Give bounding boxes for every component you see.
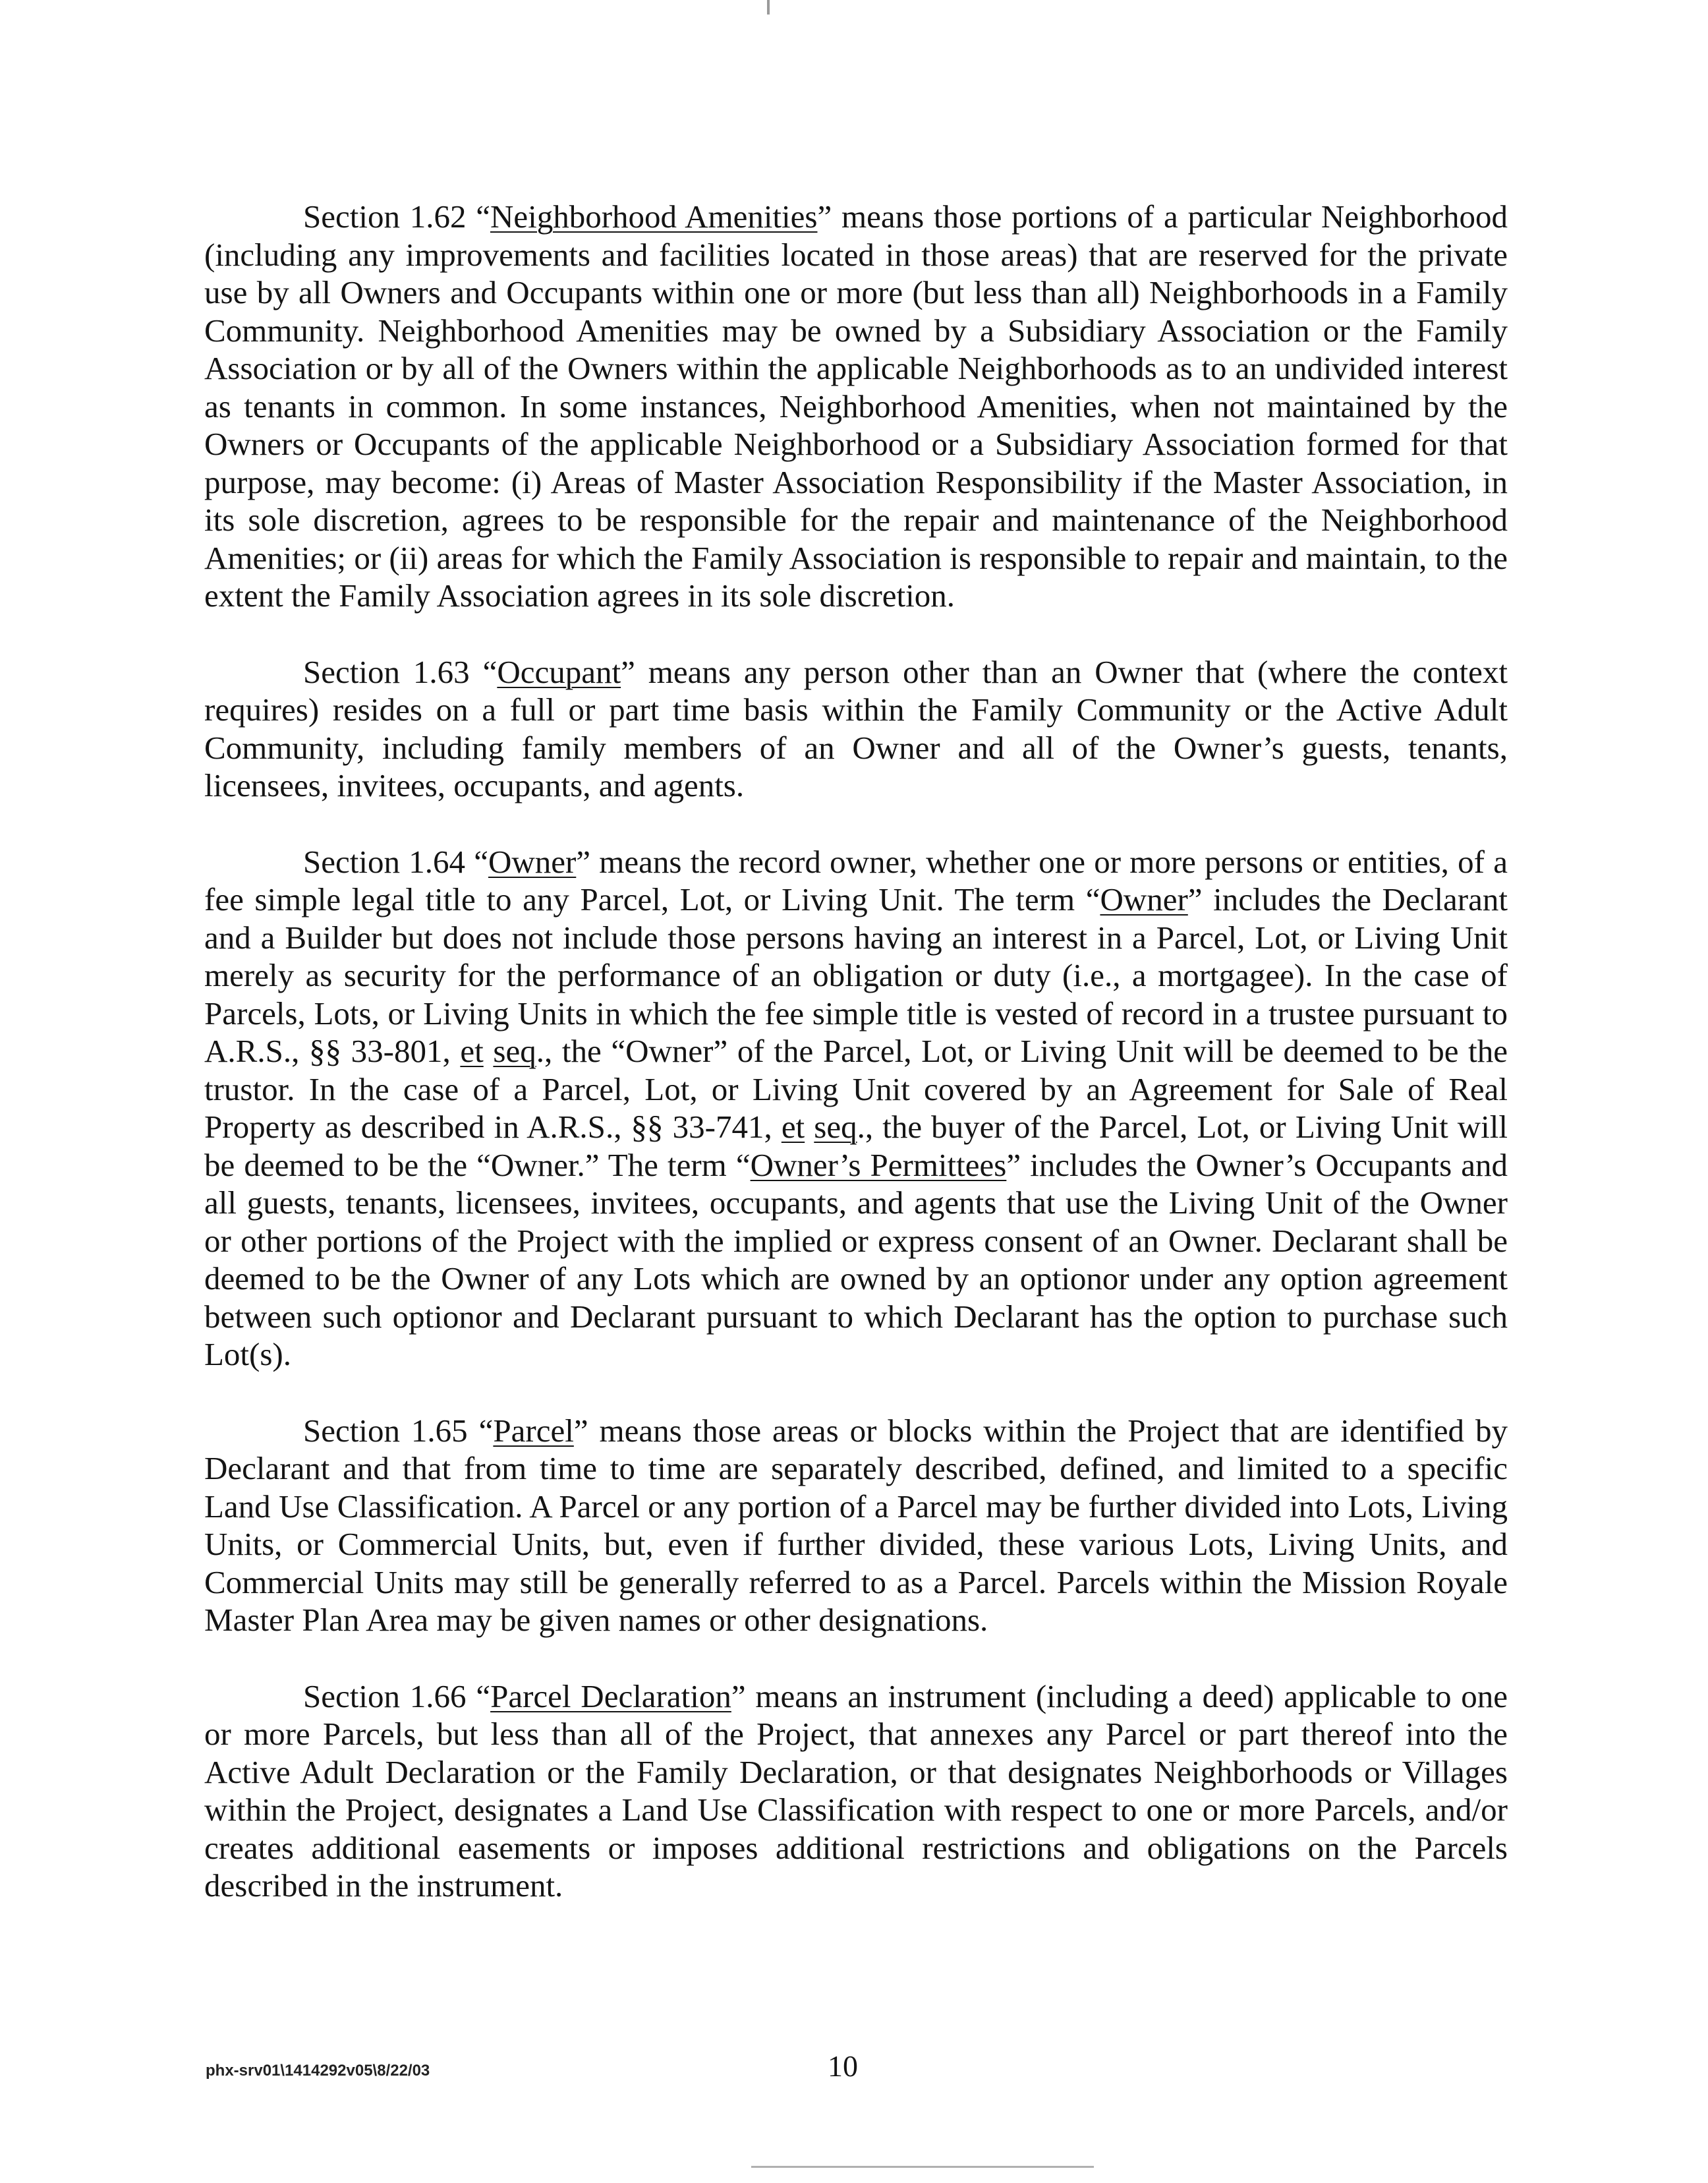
- section-body: ” means those portions of a particular Neighborhood (including any improvements and facilities located in those areas) that are reserved for the private use by all Owners and Occupants within one or more (but less than all) Neighborhoods in a Family Community. Neighborhood Amenities may be owned by a Subsidiary Association or the Family Association or by all of the Owners within the applicable Neighborhoods as to an undivided interest as tenants in common. In some instances, Neighborhood Amenities, when not maintained by the Owners or Occupants of the applicable Neighborhood or a Subsidiary Association formed for that purpose, may become: (i) Areas of Master Association Responsibility if the Master Association, in its sole discretion, agrees to be responsible for the repair and maintenance of the Neighborhood Amenities; or (ii) areas for which the Family Association is responsible to repair and maintain, to the extent the Family Association agrees in its sole discretion.: [204, 198, 1508, 614]
- section-body: ” means any person other than an Owner that (where the context requires) resides on a full or part time basis within the Family Community or the Active Adult Community, including family members of an Owner and all of the Owner’s guests, tenants, licensees, invitees, occupants, and agents.: [204, 653, 1508, 803]
- latin-et: et: [460, 1033, 484, 1069]
- section-body: ., the “Owner” of the Parcel, Lot, or Living Unit will be deemed to be the trustor. In the case of a Parcel, Lot, or Living Unit covered by an Agreement for Sale of Real Property as described in A.R.S., §§ 33-741,: [204, 1033, 1508, 1145]
- section-1-62: [204, 198, 1508, 615]
- section-1-63: [204, 653, 1508, 805]
- defined-term: Occupant: [497, 653, 621, 690]
- section-1-65: [204, 1412, 1508, 1639]
- document-id-footer: phx-srv01\1414292v05\8/22/03: [206, 2062, 430, 2080]
- section-prefix: Section 1.64 “: [303, 843, 488, 880]
- scan-mark: [767, 0, 770, 15]
- latin-seq: seq: [493, 1033, 536, 1069]
- section-body: ” means an instrument (including a deed) applicable to one or more Parcels, but less than all of the Project, that annexes any Parcel or part thereof into the Active Adult Declaration or the Family Declaration, or that designates Neighborhoods or Villages within the Project, designates a Land Use Classification with respect to one or more Parcels, and/or creates additional easements or imposes additional restrictions and obligations on the Parcels described in the instrument.: [204, 1677, 1508, 1904]
- section-prefix: Section 1.66 “: [303, 1677, 491, 1714]
- section-body: ” means those areas or blocks within the Project that are identified by Declarant and that from time to time are separately described, defined, and limited to a specific Land Use Classification. A Parcel or any portion of a Parcel may be further divided into Lots, Living Units, or Commercial Units, but, even if further divided, these various Lots, Living Units, and Commercial Units may still be generally referred to as a Parcel. Parcels within the Mission Royale Master Plan Area may be given names or other designations.: [204, 1412, 1508, 1638]
- section-1-66: [204, 1677, 1508, 1905]
- section-prefix: Section 1.65 “: [303, 1412, 494, 1449]
- latin-et: et: [781, 1109, 805, 1145]
- section-body: ” includes the Owner’s Occupants and all guests, tenants, licensees, invitees, occupants, and agents that use the Living Unit of the Owner or other portions of the Project with the implied or express consent of an Owner. Declarant shall be deemed to be the Owner of any Lots which are owned by an optionor under any option agreement between such optionor and Declarant pursuant to which Declarant has the option to purchase such Lot(s).: [204, 1146, 1508, 1372]
- defined-term: Parcel: [493, 1412, 574, 1449]
- defined-term-permittees: Owner’s Permittees: [750, 1146, 1007, 1183]
- defined-term: Neighborhood Amenities: [490, 198, 818, 235]
- page-number: 10: [828, 2049, 858, 2083]
- document-body: [204, 198, 1508, 1905]
- defined-term: Owner: [488, 843, 577, 880]
- section-prefix: Section 1.62 “: [303, 198, 490, 235]
- section-body: ., the buyer of the Parcel, Lot, or Living Unit will be deemed to be the “Owner.” The term “: [204, 1109, 1508, 1183]
- section-1-64: [204, 843, 1508, 1374]
- section-prefix: Section 1.63 “: [303, 653, 498, 690]
- latin-seq: seq: [814, 1109, 857, 1145]
- section-body: ” includes the Declarant and a Builder but does not include those persons having an interest in a Parcel, Lot, or Living Unit merely as security for the performance of an obligation or duty (i.e., a mortgagee). In the case of Parcels, Lots, or Living Units in which the fee simple title is vested of record in a trustee pursuant to A.R.S., §§ 33-801,: [204, 881, 1508, 1069]
- bottom-rule: [751, 2166, 1094, 2168]
- defined-term: Parcel Declaration: [490, 1677, 731, 1714]
- defined-term-repeat: Owner: [1100, 881, 1188, 917]
- section-body: ” means the record owner, whether one or more persons or entities, of a fee simple legal title to any Parcel, Lot, or Living Unit. The term “: [204, 843, 1508, 917]
